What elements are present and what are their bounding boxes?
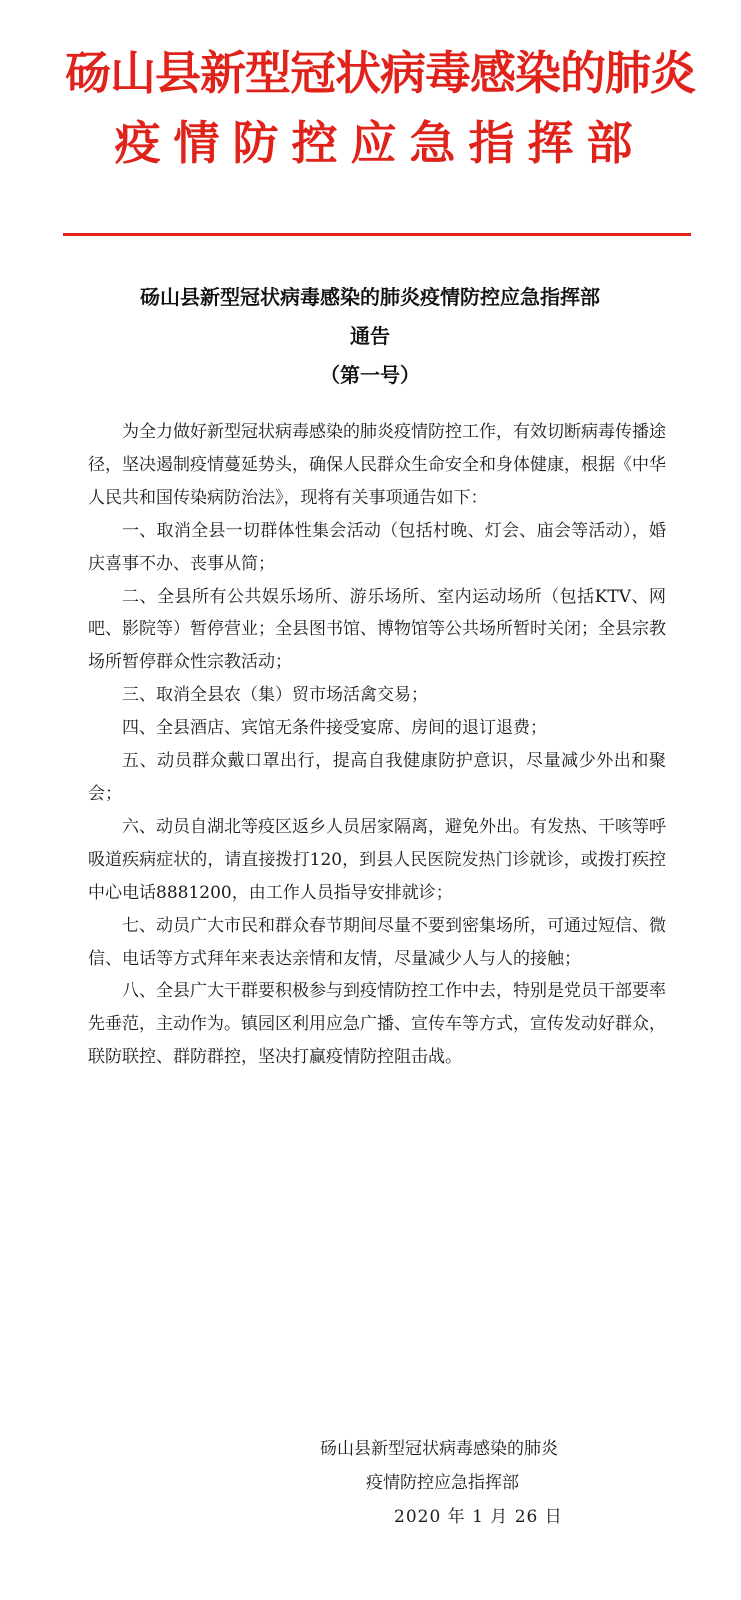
item-paragraph-4: 四、全县酒店、宾馆无条件接受宴席、房间的退订退费； <box>122 718 547 739</box>
notice-number: （第一号） <box>320 363 420 387</box>
intro-paragraph: 为全力做好新型冠状病毒感染的肺炎疫情防控工作，有效切断病毒传播途径，坚决遏制疫情蔓延势头，确保人民群众生命安全和身体健康，根据《中华人民共和国传染病防治法》，现将有关事项通告如下： <box>88 422 666 508</box>
red-divider <box>63 233 691 236</box>
item-paragraph-3: 三、取消全县农（集）贸市场活禽交易； <box>122 685 428 706</box>
item-paragraph-8: 八、全县广大干群要积极参与到疫情防控工作中去，特别是党员干部要率先垂范，主动作为。镇园区利用应急广播、宣传车等方式，宣传发动好群众，联防联控、群防群控，坚决打赢疫情防控阻击战。 <box>88 981 666 1068</box>
signature-date: 2020 年 1 月 26 日 <box>394 1507 563 1527</box>
notice-title-line2: 通告 <box>350 324 390 348</box>
signature-block <box>296 1432 646 1534</box>
item-paragraph-6: 六、动员自湖北等疫区返乡人员居家隔离，避免外出。有发热、干咳等呼吸道疾病症状的，请直接拨打120，到县人民医院发热门诊就诊，或拨打疾控中心电话8881200，由工作人员指导安排就诊； <box>88 816 666 903</box>
item-paragraph-1: 一、取消全县一切群体性集会活动（包括村晚、灯会、庙会等活动），婚庆喜事不办、丧事从简； <box>88 520 666 574</box>
red-header <box>60 38 700 178</box>
notice-body <box>88 416 666 1074</box>
item-paragraph-2: 二、全县所有公共娱乐场所、游乐场所、室内运动场所（包括KTV、网吧、影院等）暂停营业；全县图书馆、博物馆等公共场所暂时关闭；全县宗教场所暂停群众性宗教活动； <box>88 586 666 673</box>
item-paragraph-5: 五、动员群众戴口罩出行，提高自我健康防护意识，尽量减少外出和聚会； <box>88 751 666 804</box>
notice-title <box>40 278 700 395</box>
header-title-line2: 疫情防控应急指挥部 <box>114 116 646 170</box>
signature-org-line2: 疫情防控应急指挥部 <box>366 1473 519 1493</box>
signature-org-line1: 砀山县新型冠状病毒感染的肺炎 <box>320 1439 558 1459</box>
item-paragraph-7: 七、动员广大市民和群众春节期间尽量不要到密集场所，可通过短信、微信、电话等方式拜年来表达亲情和友情，尽量减少人与人的接触； <box>88 915 666 969</box>
header-title-line1: 砀山县新型冠状病毒感染的肺炎 <box>65 46 695 100</box>
notice-title-line1: 砀山县新型冠状病毒感染的肺炎疫情防控应急指挥部 <box>140 285 600 309</box>
